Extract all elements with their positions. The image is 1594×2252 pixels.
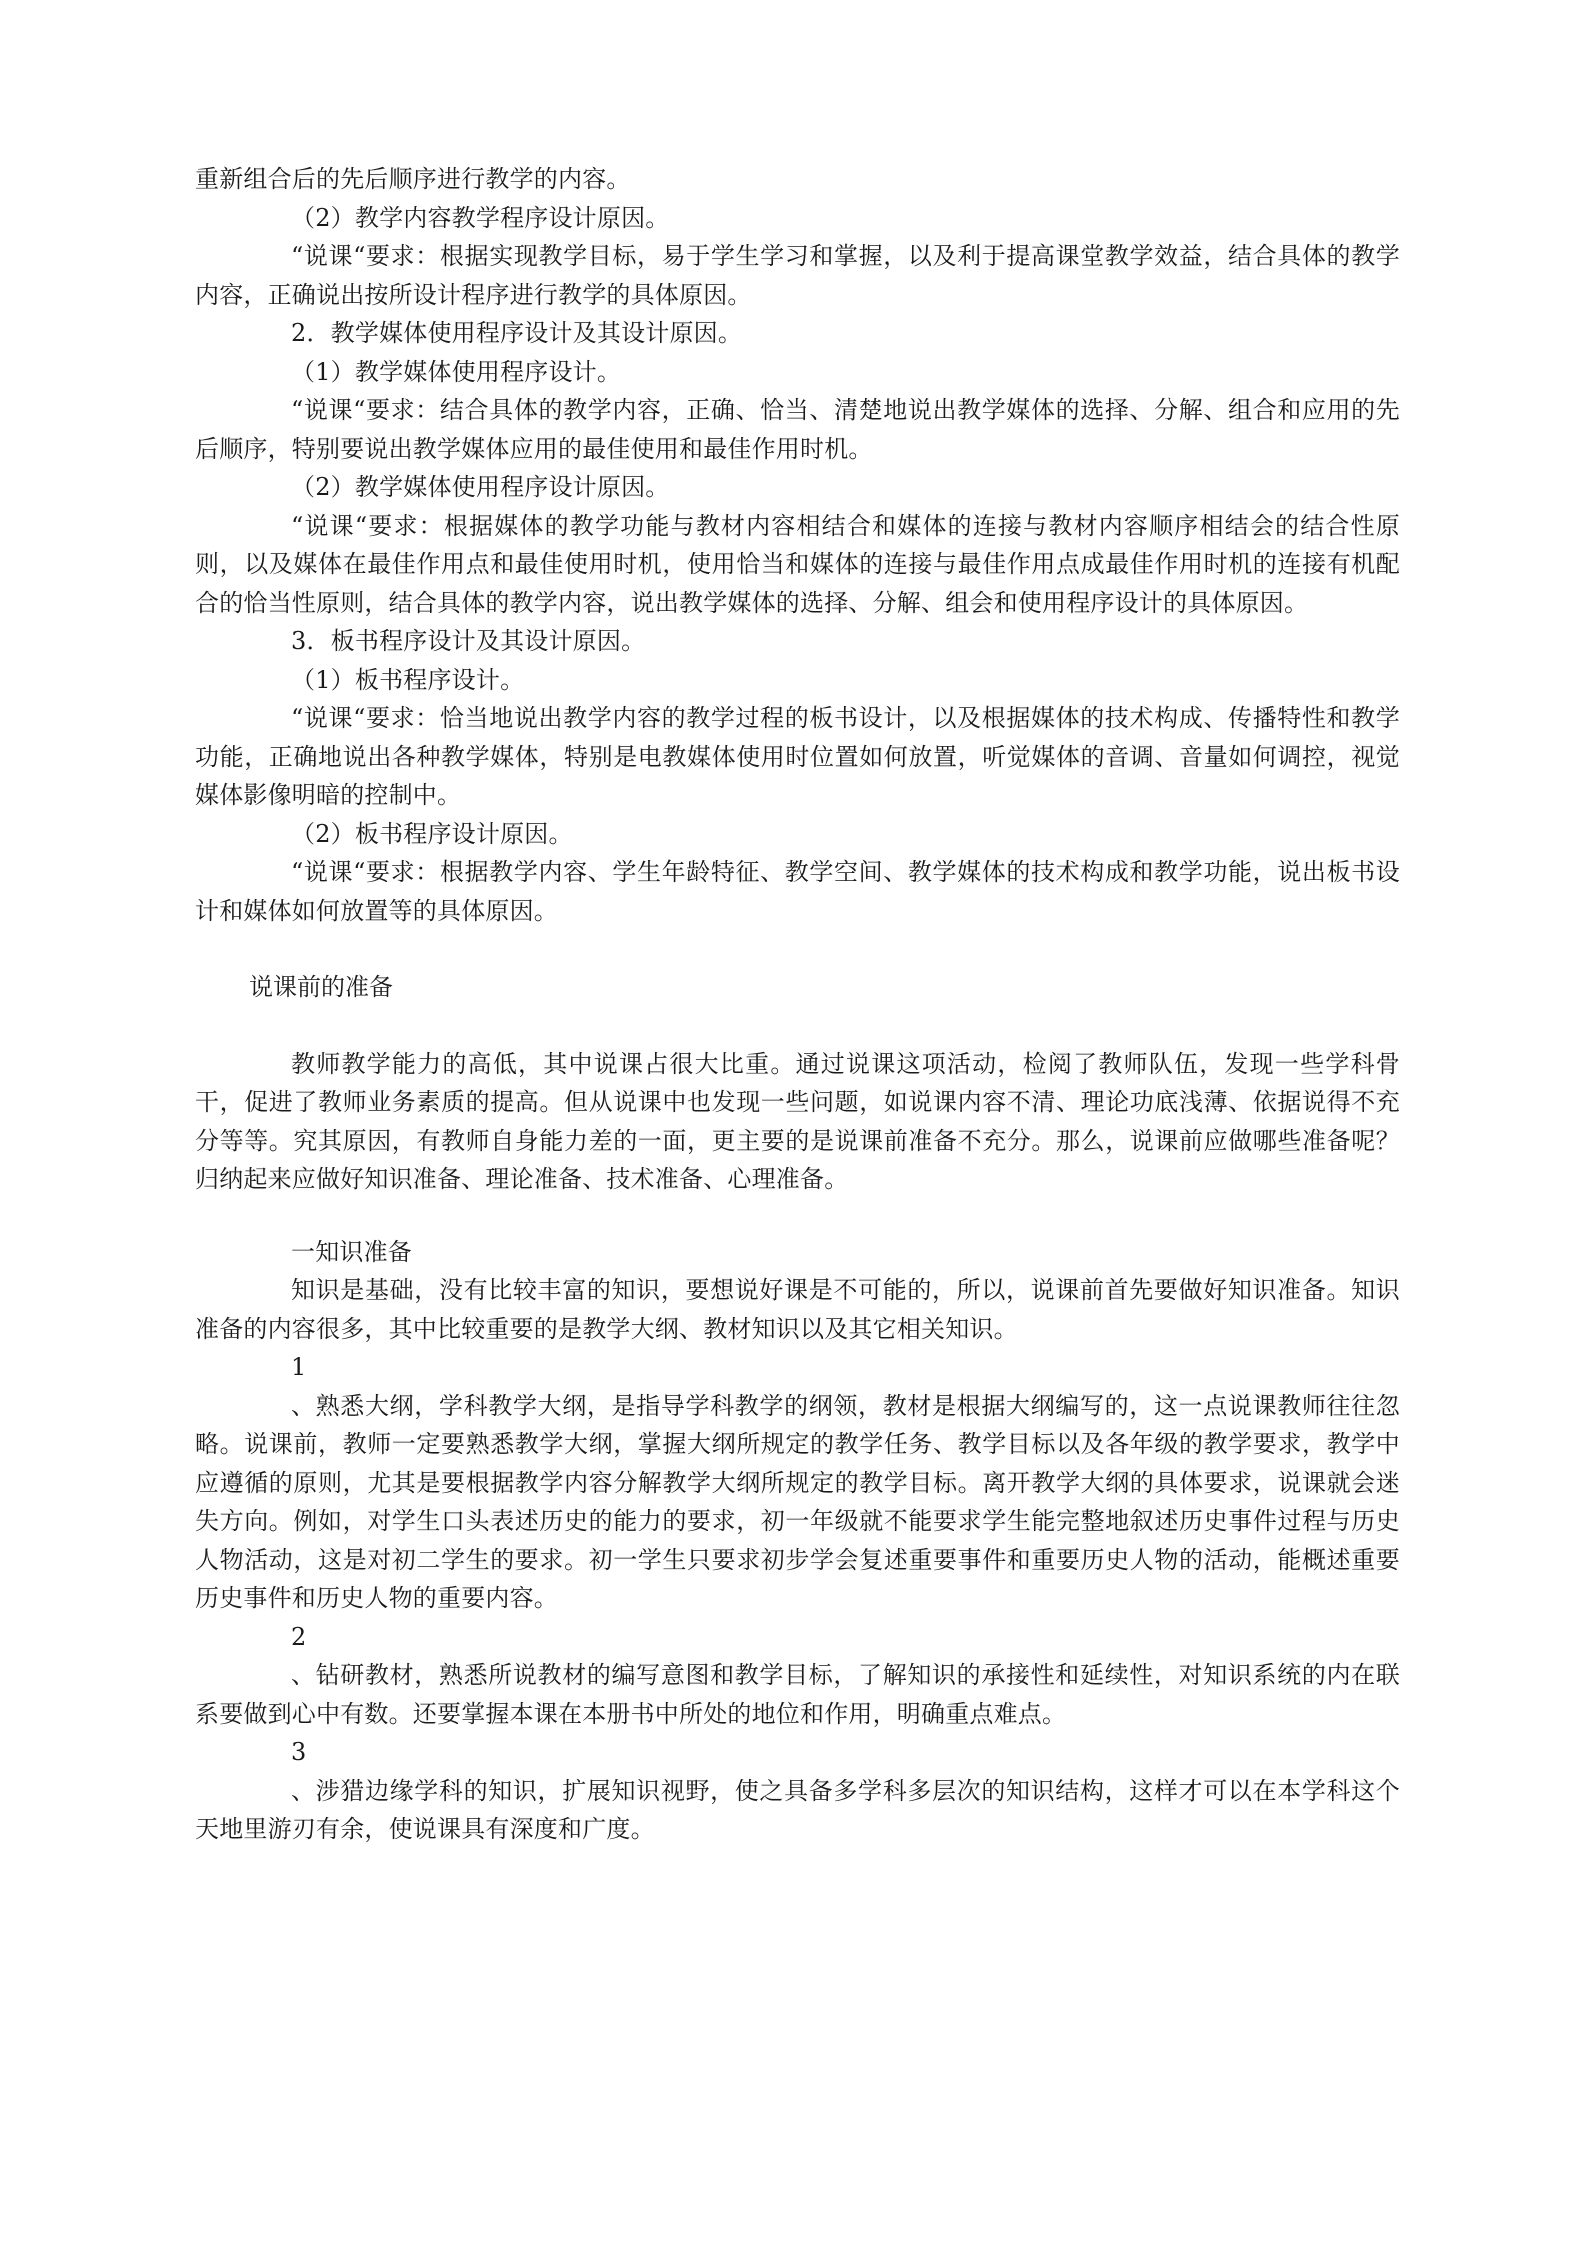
spacer: [195, 1199, 1400, 1233]
paragraph: “说课“要求：根据媒体的教学功能与教材内容相结合和媒体的连接与教材内容顺序相结会的结合性原则，以及媒体在最佳作用点和最佳使用时机，使用恰当和媒体的连接与最佳作用点成最佳作用时机的连接有机配合的恰当性原则，结合具体的教学内容，说出教学媒体的选择、分解、组会和使用程序设计的具体原因。: [195, 511, 1400, 617]
paragraph: “说课“要求：恰当地说出教学内容的教学过程的板书设计，以及根据媒体的技术构成、传播特性和教学功能，正确地说出各种教学媒体，特别是电教媒体使用时位置如何放置，听觉媒体的音调、音量如何调控，视觉媒体影像明暗的控制中。: [195, 704, 1400, 809]
intro-paragraph: 教师教学能力的高低，其中说课占很大比重。通过说课这项活动，检阅了教师队伍，发现一些学科骨干，促进了教师业务素质的提高。但从说课中也发现一些问题，如说课内容不清、理论功底浅薄、依据说得不充分等等。究其原因，有教师自身能力差的一面，更主要的是说课前准备不充分。那么，说课前应做哪些准备呢？归纳起来应做好知识准备、理论准备、技术准备、心理准备。: [195, 1049, 1400, 1193]
paragraph: （1）教学媒体使用程序设计。: [291, 357, 622, 386]
spacer: [195, 930, 1400, 968]
list-number: 1: [291, 1353, 307, 1381]
paragraph: 重新组合后的先后顺序进行教学的内容。: [195, 165, 631, 193]
paragraph: （2）板书程序设计原因。: [291, 819, 573, 848]
paragraph: 、涉猎边缘学科的知识，扩展知识视野，使之具备多学科多层次的知识结构，这样才可以在本学科这个天地里游刃有余，使说课具有深度和广度。: [195, 1776, 1400, 1843]
paragraph: （2）教学媒体使用程序设计原因。: [291, 473, 670, 501]
paragraph: 、熟悉大纲，学科教学大纲，是指导学科教学的纲领，教材是根据大纲编写的，这一点说课教师往往忽略。说课前，教师一定要熟悉教学大纲，掌握大纲所规定的教学任务、教学目标以及各年级的教学要求，教学中应遵循的原则，尤其是要根据教学内容分解教学大纲所规定的教学目标。离开教学大纲的具体要求，说课就会迷失方向。例如，对学生口头表述历史的能力的要求，初一年级就不能要求学生能完整地叙述历史事件过程与历史人物活动，这是对初二学生的要求。初一学生只要求初步学会复述重要事件和重要历史人物的活动，能概述重要历史事件和历史人物的重要内容。: [195, 1391, 1400, 1612]
subheading: 一知识准备: [291, 1237, 412, 1266]
paragraph: “说课“要求：根据教学内容、学生年龄特征、教学空间、教学媒体的技术构成和教学功能，说出板书设计和媒体如何放置等的具体原因。: [195, 858, 1400, 925]
paragraph: “说课“要求：根据实现教学目标，易于学生学习和掌握，以及利于提高课堂教学效益，结合具体的教学内容，正确说出按所设计程序进行教学的具体原因。: [195, 242, 1400, 309]
document-page: [195, 160, 1400, 1849]
section-heading: 说课前的准备: [249, 973, 393, 1001]
paragraph: 2．教学媒体使用程序设计及其设计原因。: [291, 319, 743, 347]
paragraph: 3．板书程序设计及其设计原因。: [291, 627, 646, 655]
spacer: [195, 1007, 1400, 1045]
list-number: 3: [291, 1738, 307, 1766]
list-number: 2: [291, 1622, 307, 1651]
paragraph: “说课“要求：结合具体的教学内容，正确、恰当、清楚地说出教学媒体的选择、分解、组合和应用的先后顺序，特别要说出教学媒体应用的最佳使用和最佳作用时机。: [195, 396, 1400, 463]
paragraph: 知识是基础，没有比较丰富的知识，要想说好课是不可能的，所以，说课前首先要做好知识准备。知识准备的内容很多，其中比较重要的是教学大纲、教材知识以及其它相关知识。: [195, 1276, 1400, 1343]
paragraph: （1）板书程序设计。: [291, 665, 525, 694]
paragraph: （2）教学内容教学程序设计原因。: [291, 203, 670, 232]
paragraph: 、钻研教材，熟悉所说教材的编写意图和教学目标，了解知识的承接性和延续性，对知识系统的内在联系要做到心中有数。还要掌握本课在本册书中所处的地位和作用，明确重点难点。: [195, 1661, 1400, 1728]
